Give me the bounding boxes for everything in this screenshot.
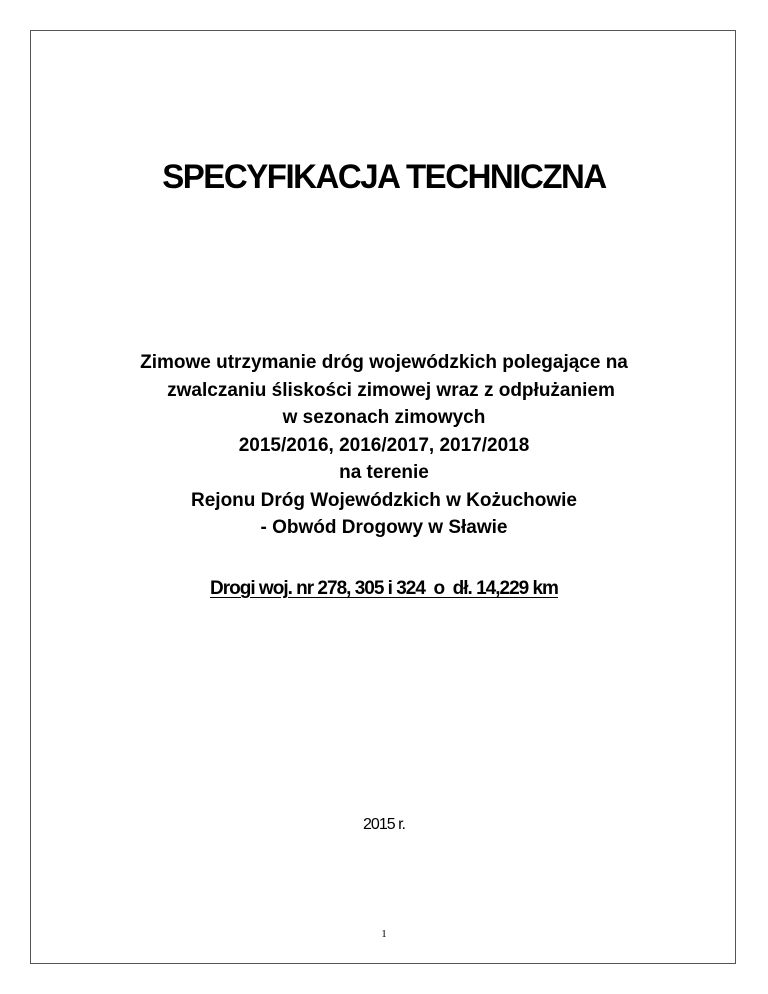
page-number: 1 [381,928,387,940]
subject-line-6: Rejonu Dróg Wojewódzkich w Kożuchowie [191,489,577,511]
document-subject [0,349,768,542]
subject-line-2: zwalczaniu śliskości zimowej wraz z odpłużaniem [167,379,615,401]
subject-line-4: 2015/2016, 2016/2017, 2017/2018 [238,434,530,456]
subject-line-1: Zimowe utrzymanie dróg wojewódzkich polegające na [140,352,628,373]
document-year: 2015 r. [363,816,405,833]
roads-info-text: Drogi woj. nr 278, 305 i 324 o dł. 14,229 km [210,578,558,599]
subject-line-3: w sezonach zimowych [282,407,486,428]
subject-line-5: na terenie [339,462,429,483]
subject-line-7: - Obwód Drogowy w Sławie [260,517,508,538]
document-title: SPECYFIKACJA TECHNICZNA [162,158,606,196]
roads-info [0,578,768,600]
